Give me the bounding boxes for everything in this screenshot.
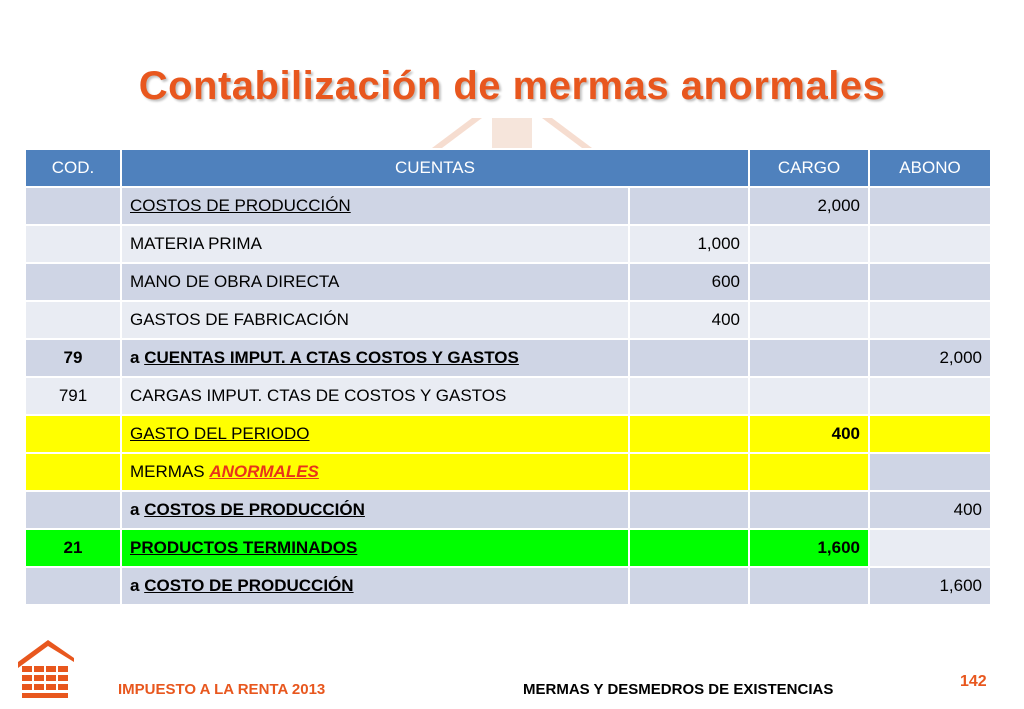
account-cell (121, 225, 629, 263)
cargo-cell (749, 567, 869, 605)
account-name: MANO DE OBRA DIRECTA (130, 272, 340, 291)
cod-cell (25, 415, 121, 453)
partial-cell: 1,000 (629, 225, 749, 263)
table-row (25, 529, 991, 567)
cod-cell: 79 (25, 339, 121, 377)
header-cargo: CARGO (749, 149, 869, 187)
cargo-cell (749, 339, 869, 377)
cod-cell (25, 301, 121, 339)
header-cod: COD. (25, 149, 121, 187)
table-row (25, 491, 991, 529)
building-logo-icon (14, 636, 78, 700)
footer-left-text: IMPUESTO A LA RENTA 2013 (118, 681, 326, 698)
account-cell (121, 187, 629, 225)
abono-cell (869, 377, 991, 415)
cod-cell (25, 187, 121, 225)
cargo-cell (749, 453, 869, 491)
cargo-cell (749, 301, 869, 339)
cod-cell (25, 567, 121, 605)
cod-cell: 791 (25, 377, 121, 415)
abono-cell (869, 453, 991, 491)
cod-cell (25, 491, 121, 529)
table-row (25, 301, 991, 339)
account-cell (121, 415, 629, 453)
account-name: CARGAS IMPUT. CTAS DE COSTOS Y GASTOS (130, 386, 507, 405)
page-number: 142 (960, 673, 987, 690)
cargo-cell (749, 263, 869, 301)
account-name: MATERIA PRIMA (130, 234, 262, 253)
table-row (25, 187, 991, 225)
account-name: COSTOS DE PRODUCCIÓN (144, 500, 365, 519)
abono-cell: 1,600 (869, 567, 991, 605)
account-cell (121, 377, 629, 415)
account-prefix: a (130, 500, 145, 519)
account-prefix: a (130, 576, 145, 595)
cod-cell (25, 225, 121, 263)
partial-cell (629, 491, 749, 529)
account-name: GASTO DEL PERIODO (130, 424, 310, 443)
partial-cell (629, 529, 749, 567)
abono-cell (869, 415, 991, 453)
partial-cell (629, 415, 749, 453)
abono-cell: 2,000 (869, 339, 991, 377)
cod-cell: 21 (25, 529, 121, 567)
header-abono: ABONO (869, 149, 991, 187)
account-cell (121, 491, 629, 529)
account-cell (121, 453, 629, 491)
cargo-cell (749, 377, 869, 415)
abono-cell (869, 529, 991, 567)
cargo-cell: 1,600 (749, 529, 869, 567)
footer-right-text: MERMAS Y DESMEDROS DE EXISTENCIAS (523, 681, 834, 698)
account-prefix: a (130, 348, 145, 367)
account-prefix: MERMAS (130, 462, 210, 481)
table-row (25, 339, 991, 377)
table-row (25, 225, 991, 263)
abono-cell (869, 225, 991, 263)
account-cell (121, 529, 629, 567)
cargo-cell (749, 225, 869, 263)
account-name: COSTO DE PRODUCCIÓN (144, 576, 354, 595)
table-row (25, 567, 991, 605)
account-name: COSTOS DE PRODUCCIÓN (130, 196, 351, 215)
cod-cell (25, 263, 121, 301)
table-header-row (25, 149, 991, 187)
account-name: ANORMALES (209, 462, 319, 481)
partial-cell (629, 377, 749, 415)
account-cell (121, 339, 629, 377)
abono-cell (869, 263, 991, 301)
cod-cell (25, 453, 121, 491)
abono-cell (869, 187, 991, 225)
cargo-cell (749, 491, 869, 529)
abono-cell: 400 (869, 491, 991, 529)
journal-entry-table (24, 148, 992, 606)
account-name: CUENTAS IMPUT. A CTAS COSTOS Y GASTOS (144, 348, 519, 367)
account-cell (121, 301, 629, 339)
account-name: PRODUCTOS TERMINADOS (130, 538, 358, 557)
cargo-cell: 2,000 (749, 187, 869, 225)
watermark-logo-icon (432, 118, 592, 148)
abono-cell (869, 301, 991, 339)
partial-cell (629, 339, 749, 377)
table-row (25, 377, 991, 415)
partial-cell: 600 (629, 263, 749, 301)
header-cuentas: CUENTAS (121, 149, 749, 187)
table-row (25, 415, 991, 453)
account-name: GASTOS DE FABRICACIÓN (130, 310, 349, 329)
partial-cell (629, 453, 749, 491)
table-row (25, 453, 991, 491)
partial-cell (629, 567, 749, 605)
cargo-cell: 400 (749, 415, 869, 453)
account-cell (121, 567, 629, 605)
partial-cell: 400 (629, 301, 749, 339)
account-cell (121, 263, 629, 301)
partial-cell (629, 187, 749, 225)
slide-title: Contabilización de mermas anormales (138, 64, 886, 108)
table-row (25, 263, 991, 301)
